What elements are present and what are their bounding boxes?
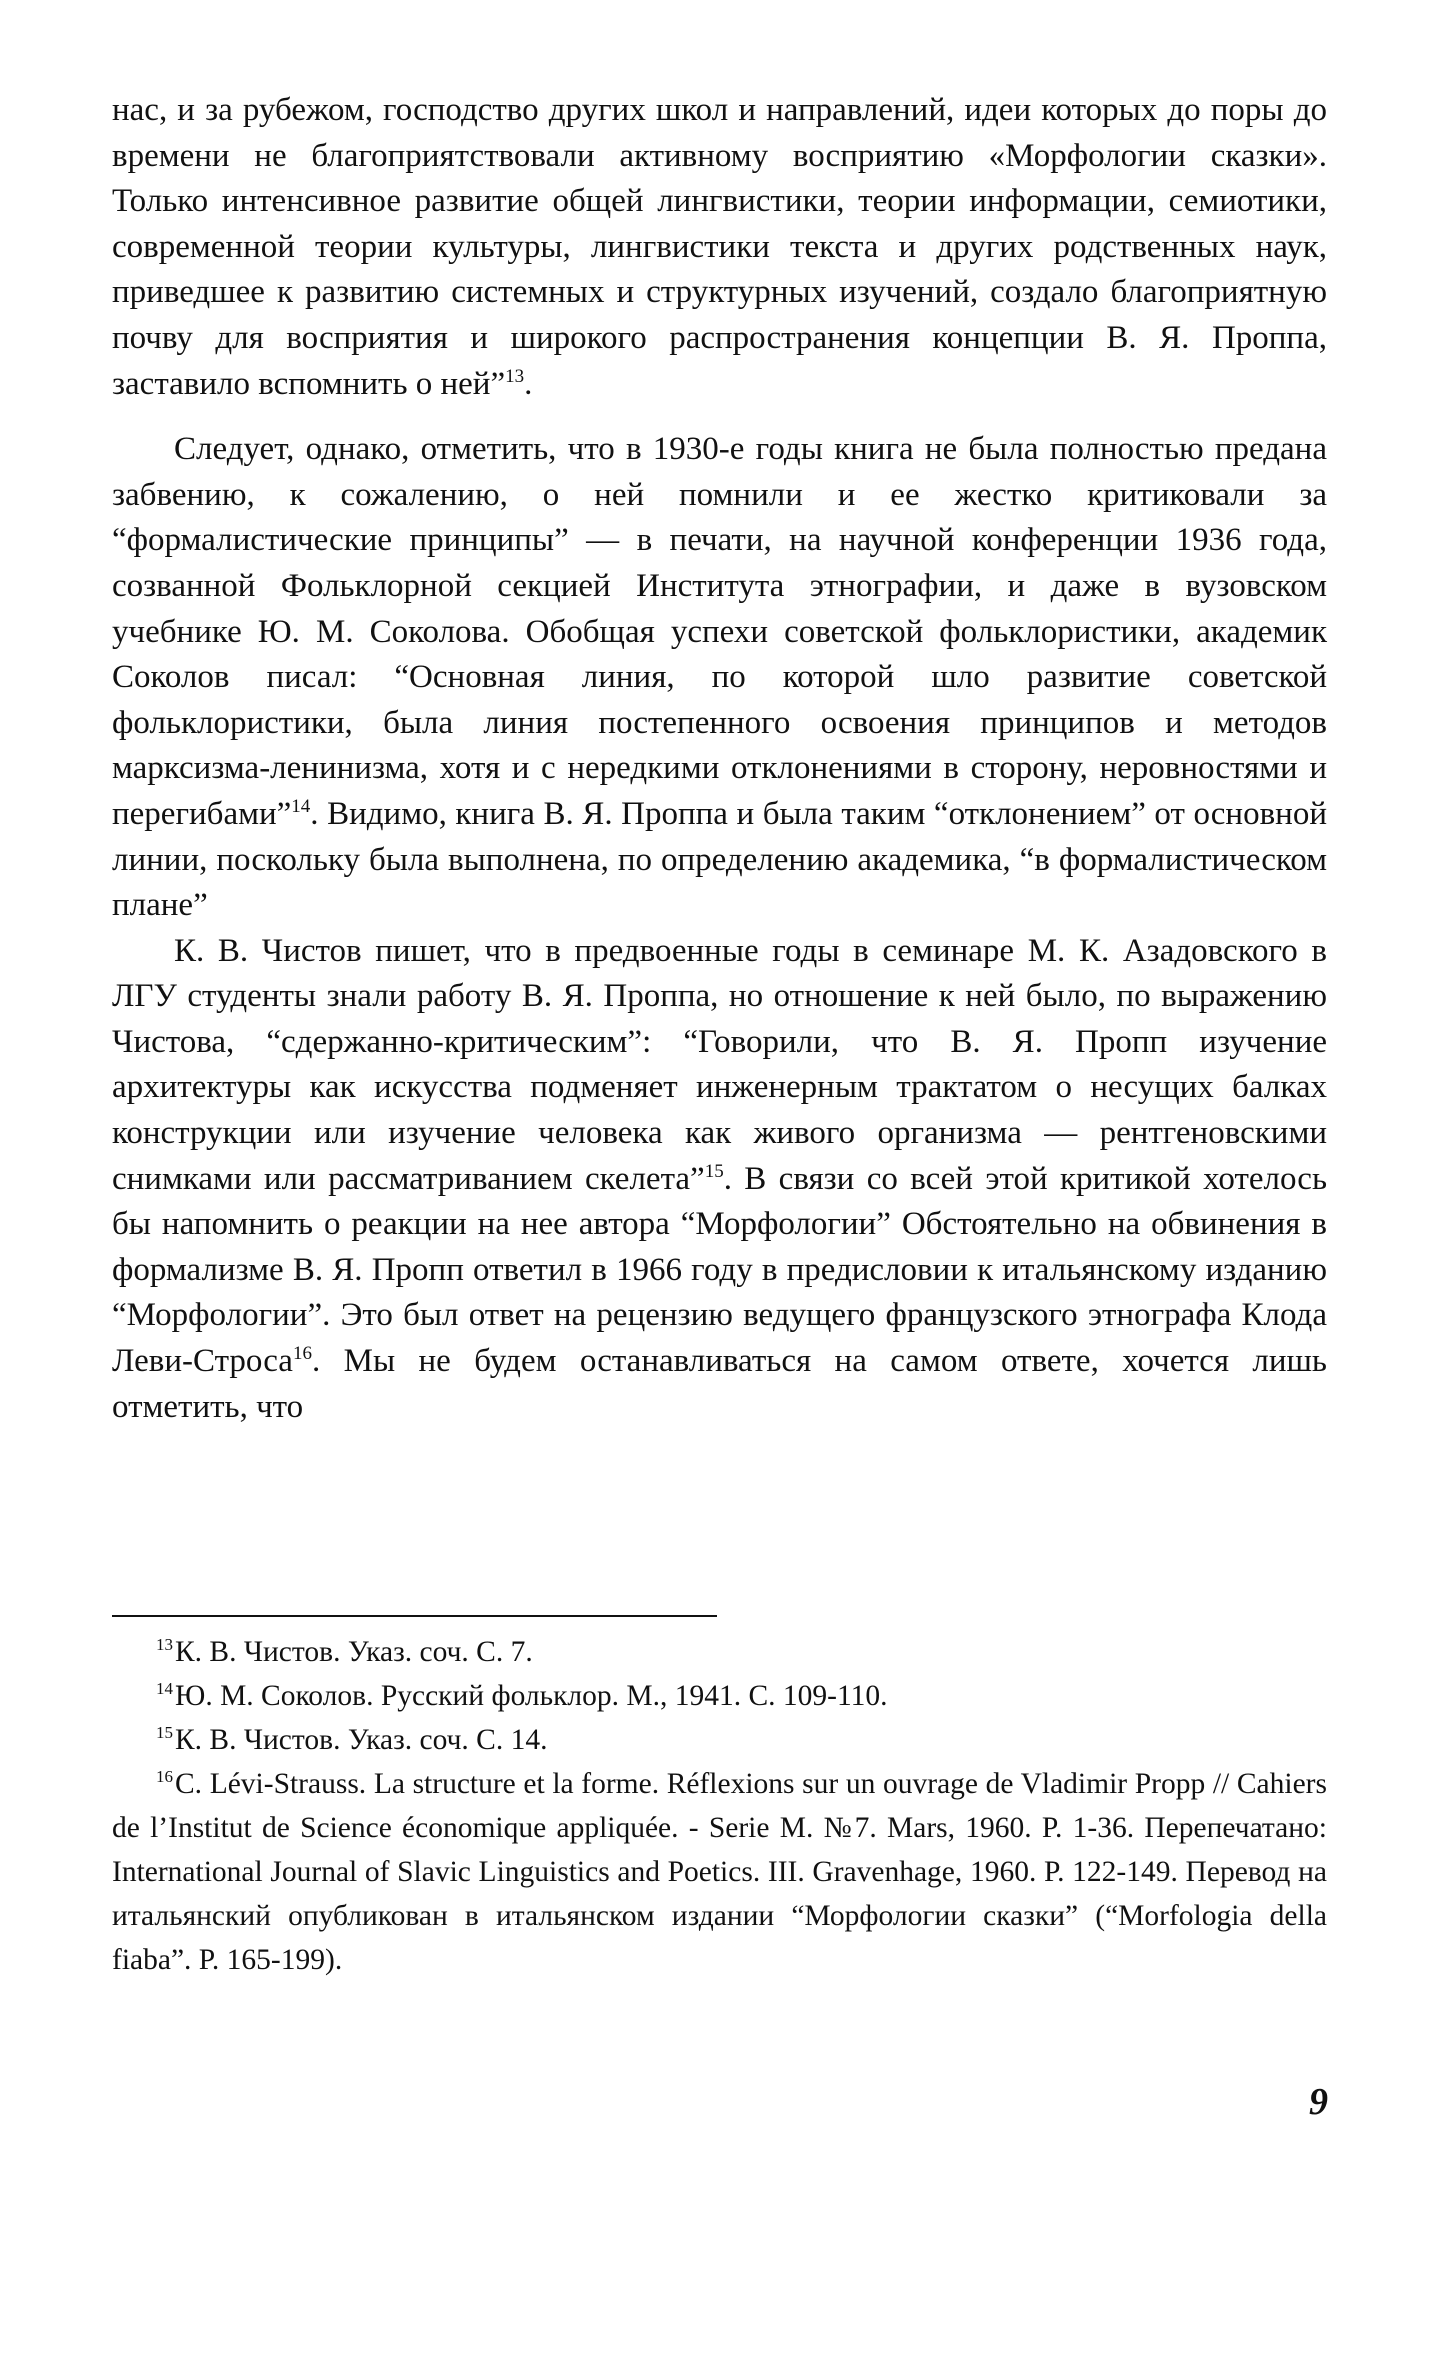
footnote-14-text: Ю. М. Соколов. Русский фольклор. М., 1941. С. 109-110. xyxy=(175,1680,888,1712)
paragraph-3-text: К. В. Чистов пишет, что в предвоенные годы в семинаре М. К. Азадовского в ЛГУ студенты знали работу В. Я. Проппа, но отношение к ней было, по выражению Чистова, “сдержанно-критическим”: “Говорили, что В. Я. Пропп изучение архитектуры как искусства подменяет инженерным трактатом о несущих балках конструкции или изучение человека как живого организма — рентгеновскими снимками или рассматриванием скелета” xyxy=(112,932,1327,1197)
footnote-14 xyxy=(112,1674,1327,1718)
footnote-ref-15: 15 xyxy=(704,1160,724,1182)
paragraph-1-end: . xyxy=(524,365,533,402)
footnote-16 xyxy=(112,1762,1327,1982)
footnote-13-text: К. В. Чистов. Указ. соч. С. 7. xyxy=(175,1636,533,1668)
footnote-15-text: К. В. Чистов. Указ. соч. С. 14. xyxy=(175,1724,548,1756)
paragraph-2-end: . Видимо, книга В. Я. Проппа и была таким “отклонением” от основной линии, поскольку была выполнена, по определению академика, “в формалистическом плане” xyxy=(112,795,1327,924)
paragraph-1 xyxy=(112,88,1327,407)
paragraph-3-middle: . В связи со всей этой критикой хотелось бы напомнить о реакции на нее автора “Морфологии” Обстоятельно на обвинения в формализме В. Я. Пропп ответил в 1966 году в предисловии к итальянскому изданию “Морфологии”. Это был ответ на рецензию ведущего французского этнографа Клода Леви-Строса xyxy=(112,1160,1327,1380)
footnote-13-number: 13 xyxy=(156,1635,173,1655)
footnote-ref-14: 14 xyxy=(291,795,311,817)
footnote-ref-13: 13 xyxy=(505,365,525,387)
footnotes xyxy=(112,1630,1327,1982)
footnote-15-number: 15 xyxy=(156,1723,173,1743)
footnote-16-text: С. Lévi-Strauss. La structure et la forme. Réflexions sur un ouvrage de Vladimir Propp // Cahiers de l’Institut de Science économique appliquée. - Serie M. №7. Mars, 1960. P. 1-36. Перепечатано: International Journal of Slavic Linguistics and Poetics. III. Gravenhage, 1960. P. 122-149. Перевод на итальянский опубликован в итальянском издании “Морфологии сказки” (“Morfologia della fiaba”. P. 165-199). xyxy=(112,1768,1327,1976)
footnote-16-number: 16 xyxy=(156,1767,173,1787)
page-number: 9 xyxy=(1309,2081,1328,2123)
footnote-divider xyxy=(112,1615,717,1617)
paragraph-3 xyxy=(112,929,1327,1431)
footnote-15 xyxy=(112,1718,1327,1762)
footnote-14-number: 14 xyxy=(156,1679,173,1699)
footnote-ref-16: 16 xyxy=(292,1343,312,1365)
footnote-13 xyxy=(112,1630,1327,1674)
paragraph-1-text: нас, и за рубежом, господство других школ и направлений, идеи которых до поры до времени не благоприятствовали активному восприятию «Морфологии сказки». Только интенсивное развитие общей лингвистики, теории информации, семиотики, современной теории культуры, лингвистики текста и других родственных наук, приведшее к развитию системных и структурных изучений, создало благоприятную почву для восприятия и широкого распространения концепции В. Я. Проппа, заставило вспомнить о ней” xyxy=(112,92,1327,402)
paragraph-3-end: . Мы не будем останавливаться на самом ответе, хочется лишь отметить, что xyxy=(112,1343,1327,1425)
paragraph-2 xyxy=(112,427,1327,929)
paragraph-2-text: Следует, однако, отметить, что в 1930-е годы книга не была полностью предана забвению, к сожалению, о ней помнили и ее жестко критиковали за “формалистические принципы” — в печати, на научной конференции 1936 года, созванной Фольклорной секцией Института этнографии, и даже в вузовском учебнике Ю. М. Соколова. Обобщая успехи советской фольклористики, академик Соколов писал: “Основная линия, по которой шло развитие советской фольклористики, была линия постепенного освоения принципов и методов марксизма-ленинизма, хотя и с нередкими отклонениями в сторону, неровностями и перегибами” xyxy=(112,431,1327,832)
main-text xyxy=(112,88,1327,1430)
